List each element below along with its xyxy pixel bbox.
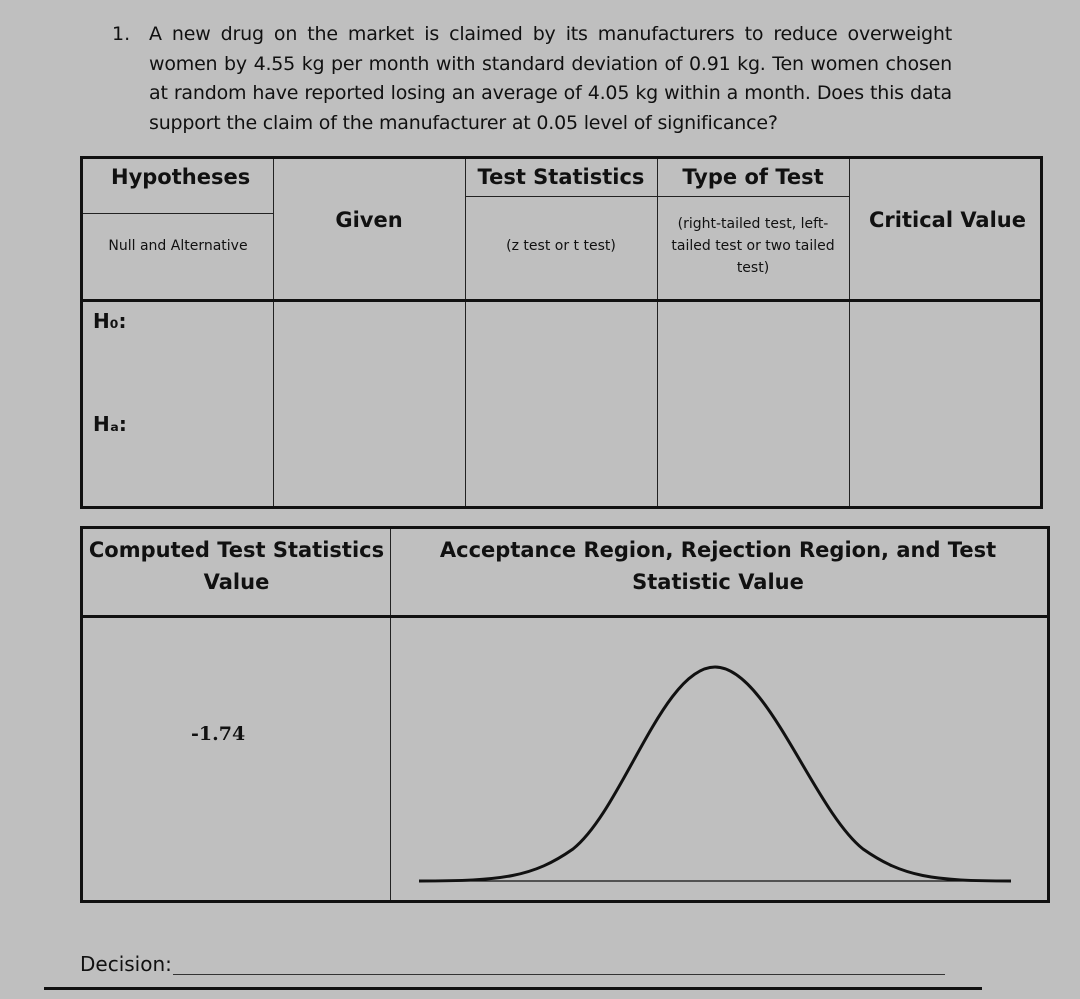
problem-text: A new drug on the market is claimed by its manufacturers to reduce overweight women by 4.55 kg per month with standard deviation of 0.91 kg. Ten women chosen at random have reported losing an average of 4.05 kg within a month. Does this data support the claim of the manufacturer at 0.05 level of significance?: [149, 23, 952, 134]
type-of-test-note: (right-tailed test, left-tailed test or two tailed test): [671, 216, 835, 276]
test-statistics-note: (z test or t test): [506, 238, 616, 254]
decision-underline: [44, 987, 982, 990]
hypothesis-table: [80, 156, 1043, 509]
decision-answer-line[interactable]: [173, 974, 945, 975]
normal-curve: [413, 659, 1013, 899]
null-alt-subheader: Null and Alternative: [108, 238, 248, 254]
hypotheses-header: Hypotheses: [111, 165, 251, 189]
test-statistics-header: Test Statistics: [477, 165, 645, 189]
region-header: Acceptance Region, Rejection Region, and Test Statistic Value: [439, 538, 997, 594]
critical-value-header: Critical Value: [869, 208, 1026, 232]
null-hypothesis-label: H₀:: [93, 309, 127, 333]
type-of-test-header: Type of Test: [682, 165, 824, 189]
problem-statement: [112, 20, 952, 138]
computed-test-statistic-value: -1.74: [191, 723, 246, 745]
computed-value-header: Computed Test Statistics Value: [88, 538, 385, 594]
decision-label: Decision:: [80, 952, 172, 976]
bell-curve-path: [419, 667, 1011, 881]
results-table: [80, 526, 1050, 903]
given-header: Given: [335, 208, 403, 232]
problem-number: 1.: [112, 23, 131, 45]
alternative-hypothesis-label: Hₐ:: [93, 412, 127, 436]
